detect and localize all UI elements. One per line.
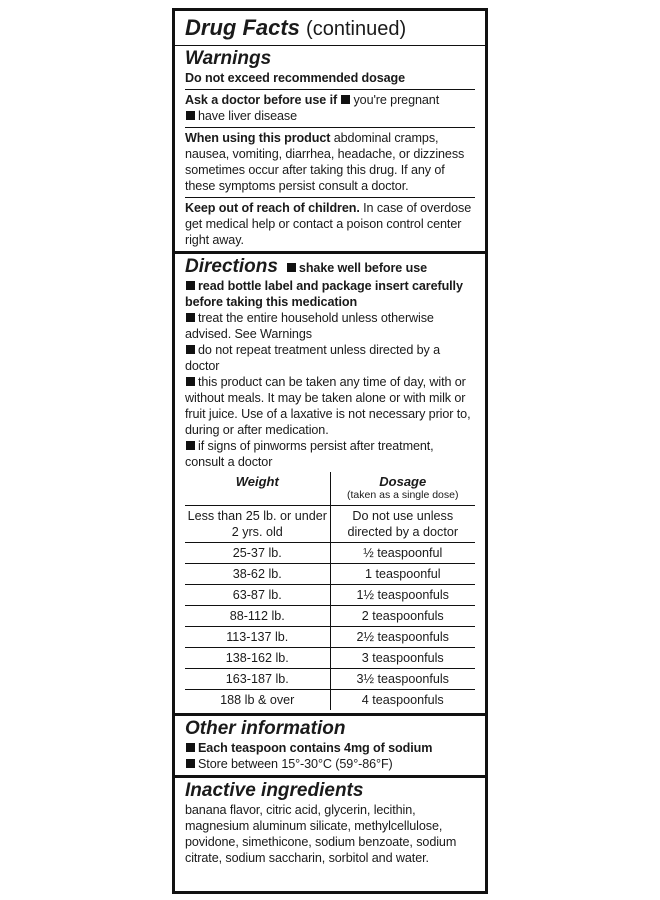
- weight-cell: 113-137 lb.: [185, 627, 330, 648]
- weight-header-text: Weight: [235, 474, 279, 489]
- warnings-heading: Warnings: [185, 48, 272, 69]
- ask-doctor-lead: Ask a doctor before use if: [185, 93, 338, 107]
- table-row: [185, 585, 475, 606]
- dosage-table-header: [185, 472, 475, 506]
- bullet-square-icon: [186, 345, 195, 354]
- title-continued: (continued): [306, 18, 407, 40]
- direction-item-text: this product can be taken any time of day, with or without meals. It may be taken alone or with milk or fruit juice. Use of a laxative is not necessary prior to, during or after medication.: [185, 375, 471, 437]
- section-divider: [175, 713, 485, 716]
- direction-item: [185, 342, 475, 374]
- dosage-cell: Do not use unless directed by a doctor: [330, 506, 475, 543]
- keep-out-text: In case of overdose get medical help or contact a poison control center right away.: [185, 201, 472, 247]
- table-row: [185, 543, 475, 564]
- other-info-item: [185, 756, 475, 772]
- inactive-ingredients-text: banana flavor, citric acid, glycerin, lecithin, magnesium aluminum silicate, methylcellulose, povidone, simethicone, sodium benzoate, sodium citrate, sodium saccharin, sorbitol and water.: [185, 803, 457, 865]
- directions-header-row: [185, 256, 475, 278]
- dosage-cell: 2 teaspoonfuls: [330, 606, 475, 627]
- section-divider: [175, 775, 485, 778]
- title-main: Drug Facts: [185, 15, 300, 40]
- direction-item-text: if signs of pinworms persist after treatment, consult a doctor: [185, 439, 434, 469]
- dosage-header-text: Dosage: [379, 474, 427, 489]
- table-row: [185, 506, 475, 543]
- direction-item-text: read bottle label and package insert carefully before taking this medication: [185, 279, 463, 309]
- direction-item: [185, 310, 475, 342]
- direction-item-text: shake well before use: [298, 261, 428, 275]
- directions-heading: Directions: [185, 256, 278, 277]
- weight-cell: Less than 25 lb. or under 2 yrs. old: [185, 506, 330, 543]
- keep-out-paragraph: [185, 200, 475, 248]
- other-info-text: Each teaspoon contains 4mg of sodium: [198, 741, 433, 755]
- bullet-square-icon: [186, 281, 195, 290]
- ask-doctor-item: you're pregnant: [353, 93, 440, 107]
- bullet-square-icon: [186, 111, 195, 120]
- bullet-square-icon: [341, 95, 350, 104]
- divider: [185, 89, 475, 90]
- dosage-column-header: [330, 472, 475, 506]
- table-row: [185, 606, 475, 627]
- direction-item: [185, 278, 475, 310]
- table-row: [185, 627, 475, 648]
- weight-column-header: [185, 472, 330, 506]
- direction-item-text: do not repeat treatment unless directed by a doctor: [185, 343, 441, 373]
- weight-cell: 25-37 lb.: [185, 543, 330, 564]
- weight-cell: 63-87 lb.: [185, 585, 330, 606]
- table-row: [185, 648, 475, 669]
- when-using-paragraph: [185, 130, 475, 194]
- weight-cell: 138-162 lb.: [185, 648, 330, 669]
- weight-cell: 188 lb & over: [185, 690, 330, 711]
- do-not-exceed-text: Do not exceed recommended dosage: [185, 71, 406, 85]
- other-info-text: Store between 15°-30°C (59°-86°F): [198, 757, 393, 771]
- when-using-lead: When using this product: [185, 131, 331, 145]
- bullet-square-icon: [287, 263, 296, 272]
- divider: [175, 45, 485, 46]
- dosage-cell: 3 teaspoonfuls: [330, 648, 475, 669]
- dosage-cell: 1½ teaspoonfuls: [330, 585, 475, 606]
- direction-item: [185, 374, 475, 438]
- when-using-text: abdominal cramps, nausea, vomiting, diarrhea, headache, or dizziness sometimes occur after taking this drug. If any of these symptoms persist consult a doctor.: [185, 131, 465, 193]
- other-information-heading: Other information: [185, 718, 346, 739]
- inactive-ingredients-section: [185, 780, 475, 866]
- other-info-item: [185, 740, 475, 756]
- ask-doctor-paragraph: [185, 92, 475, 124]
- weight-cell: 88-112 lb.: [185, 606, 330, 627]
- bullet-square-icon: [186, 377, 195, 386]
- page-title: [185, 15, 475, 42]
- table-row: [185, 564, 475, 585]
- table-row: [185, 669, 475, 690]
- bullet-square-icon: [186, 759, 195, 768]
- divider: [185, 127, 475, 128]
- dosage-cell: 4 teaspoonfuls: [330, 690, 475, 711]
- keep-out-lead: Keep out of reach of children.: [185, 201, 360, 215]
- dosage-cell: 2½ teaspoonfuls: [330, 627, 475, 648]
- dosage-cell: 1 teaspoonful: [330, 564, 475, 585]
- dosage-cell: ½ teaspoonful: [330, 543, 475, 564]
- direction-item-text: treat the entire household unless otherwise advised. See Warnings: [185, 311, 434, 341]
- inactive-ingredients-heading: Inactive ingredients: [185, 780, 364, 801]
- drug-facts-panel: [172, 8, 488, 894]
- weight-cell: 38-62 lb.: [185, 564, 330, 585]
- bullet-square-icon: [186, 441, 195, 450]
- dosage-cell: 3½ teaspoonfuls: [330, 669, 475, 690]
- warnings-section: [185, 48, 475, 248]
- ask-doctor-item: have liver disease: [198, 109, 298, 123]
- other-information-section: [185, 718, 475, 772]
- direction-item: [185, 438, 475, 470]
- dosage-table: [185, 472, 475, 710]
- divider: [185, 197, 475, 198]
- dosage-subheader-text: (taken as a single dose): [347, 489, 459, 501]
- table-row: [185, 690, 475, 711]
- direction-item: [286, 260, 427, 276]
- weight-cell: 163-187 lb.: [185, 669, 330, 690]
- section-divider: [175, 251, 485, 254]
- bullet-square-icon: [186, 313, 195, 322]
- bullet-square-icon: [186, 743, 195, 752]
- directions-section: [185, 256, 475, 710]
